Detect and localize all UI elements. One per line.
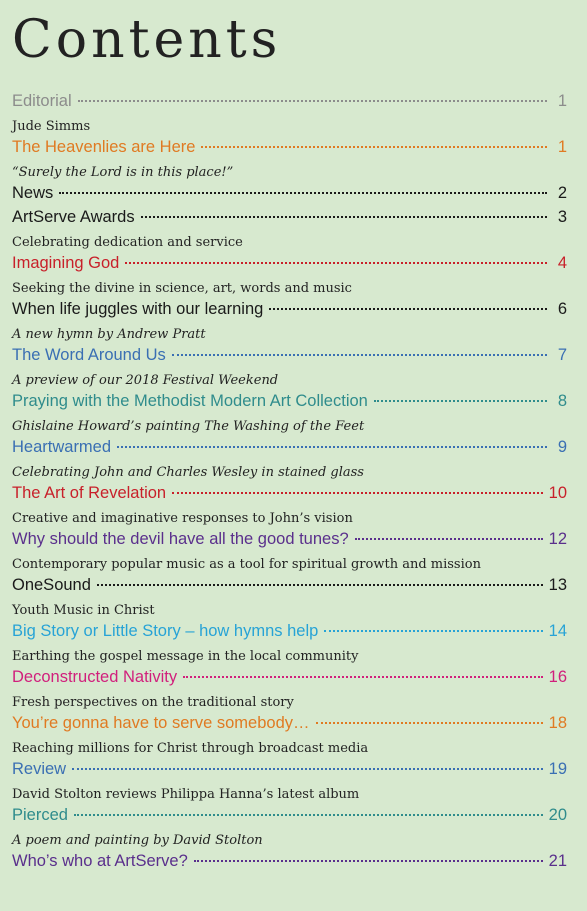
article-subtitle: Earthing the gospel message in the local community (12, 649, 359, 664)
toc-entry[interactable] (12, 300, 567, 346)
article-subtitle: Reaching millions for Christ through broadcast media (12, 741, 369, 756)
article-subtitle: Ghislaine Howard’s painting The Washing of the Feet (12, 419, 365, 434)
article-subtitle: David Stolton reviews Philippa Hanna’s latest album (12, 787, 360, 802)
toc-entry[interactable] (12, 184, 567, 208)
dot-leader (201, 146, 547, 148)
article-subtitle: A preview of our 2018 Festival Weekend (12, 373, 279, 388)
page-number: 1 (557, 138, 567, 156)
article-title: Why should the devil have all the good tunes? (12, 530, 349, 548)
toc-entry-heading (12, 438, 567, 462)
article-title: The Art of Revelation (12, 484, 167, 502)
toc-entry-heading (12, 622, 567, 646)
article-subtitle: Jude Simms (12, 119, 91, 134)
page-number: 19 (548, 760, 567, 778)
dot-leader (269, 308, 547, 310)
toc-entry-heading (12, 760, 567, 784)
toc-entry[interactable] (12, 208, 567, 254)
page-number: 9 (557, 438, 567, 456)
toc-entry[interactable] (12, 92, 567, 138)
toc-entry-heading (12, 852, 567, 876)
page-number: 7 (557, 346, 567, 364)
toc-entry-heading (12, 346, 567, 370)
dot-leader (172, 354, 547, 356)
article-title: Review (12, 760, 67, 778)
page-number: 16 (548, 668, 567, 686)
page-number: 10 (548, 484, 567, 502)
toc-entry[interactable] (12, 668, 567, 714)
dot-leader (72, 768, 543, 770)
article-title: The Heavenlies are Here (12, 138, 196, 156)
toc-entry[interactable] (12, 346, 567, 392)
page-number: 12 (548, 530, 567, 548)
article-subtitle: Seeking the divine in science, art, words and music (12, 281, 352, 296)
toc-entry-heading (12, 530, 567, 554)
article-title: Deconstructed Nativity (12, 668, 178, 686)
article-title: Who’s who at ArtServe? (12, 852, 188, 870)
page-number: 18 (548, 714, 567, 732)
page-number: 1 (557, 92, 567, 110)
article-title: Heartwarmed (12, 438, 112, 456)
toc-entry[interactable] (12, 806, 567, 852)
dot-leader (141, 216, 547, 218)
dot-leader (374, 400, 547, 402)
dot-leader (59, 192, 547, 194)
toc-entry[interactable] (12, 392, 567, 438)
dot-leader (316, 722, 543, 724)
toc-entry-heading (12, 714, 567, 738)
article-title: You’re gonna have to serve somebody… (12, 714, 310, 732)
page-number: 2 (557, 184, 567, 202)
article-subtitle: Celebrating dedication and service (12, 235, 243, 250)
article-title: News (12, 184, 54, 202)
toc-entry[interactable] (12, 254, 567, 300)
dot-leader (355, 538, 543, 540)
dot-leader (117, 446, 547, 448)
dot-leader (125, 262, 547, 264)
page-number: 13 (548, 576, 567, 594)
toc-entry-heading (12, 300, 567, 324)
dot-leader (183, 676, 543, 678)
toc-entry[interactable] (12, 622, 567, 668)
article-subtitle: A new hymn by Andrew Pratt (12, 327, 206, 342)
contents-list (12, 92, 567, 876)
toc-entry-heading (12, 668, 567, 692)
article-title: OneSound (12, 576, 91, 594)
dot-leader (74, 814, 543, 816)
page-title: Contents (12, 10, 282, 70)
article-subtitle: Youth Music in Christ (12, 603, 155, 618)
article-title: Praying with the Methodist Modern Art Collection (12, 392, 368, 410)
page-number: 20 (548, 806, 567, 824)
toc-entry-heading (12, 208, 567, 232)
toc-entry-heading (12, 92, 567, 116)
page-number: 3 (557, 208, 567, 226)
dot-leader (78, 100, 547, 102)
article-title: Imagining God (12, 254, 120, 272)
dot-leader (324, 630, 542, 632)
toc-entry[interactable] (12, 576, 567, 622)
toc-entry[interactable] (12, 714, 567, 760)
article-subtitle: Creative and imaginative responses to John’s vision (12, 511, 353, 526)
dot-leader (172, 492, 543, 494)
page-number: 8 (557, 392, 567, 410)
toc-entry-heading (12, 254, 567, 278)
article-subtitle: Celebrating John and Charles Wesley in stained glass (12, 465, 364, 480)
dot-leader (97, 584, 543, 586)
article-title: When life juggles with our learning (12, 300, 264, 318)
toc-entry-heading (12, 576, 567, 600)
article-title: Pierced (12, 806, 68, 824)
toc-entry-heading (12, 806, 567, 830)
article-subtitle: “Surely the Lord is in this place!” (12, 165, 234, 180)
toc-entry-heading (12, 184, 567, 208)
toc-entry-heading (12, 392, 567, 416)
toc-entry[interactable] (12, 138, 567, 184)
article-subtitle: A poem and painting by David Stolton (12, 833, 263, 848)
toc-entry[interactable] (12, 438, 567, 484)
page-number: 4 (557, 254, 567, 272)
article-title: The Word Around Us (12, 346, 166, 364)
toc-entry-heading (12, 484, 567, 508)
toc-entry[interactable] (12, 484, 567, 530)
article-title: ArtServe Awards (12, 208, 135, 226)
article-subtitle: Contemporary popular music as a tool for spiritual growth and mission (12, 557, 481, 572)
toc-entry[interactable] (12, 852, 567, 876)
page-number: 14 (548, 622, 567, 640)
article-title: Big Story or Little Story – how hymns help (12, 622, 319, 640)
page-number: 6 (557, 300, 567, 318)
article-subtitle: Fresh perspectives on the traditional story (12, 695, 294, 710)
toc-entry[interactable] (12, 760, 567, 806)
page-number: 21 (548, 852, 567, 870)
article-title: Editorial (12, 92, 72, 110)
dot-leader (194, 860, 543, 862)
toc-entry[interactable] (12, 530, 567, 576)
toc-entry-heading (12, 138, 567, 162)
